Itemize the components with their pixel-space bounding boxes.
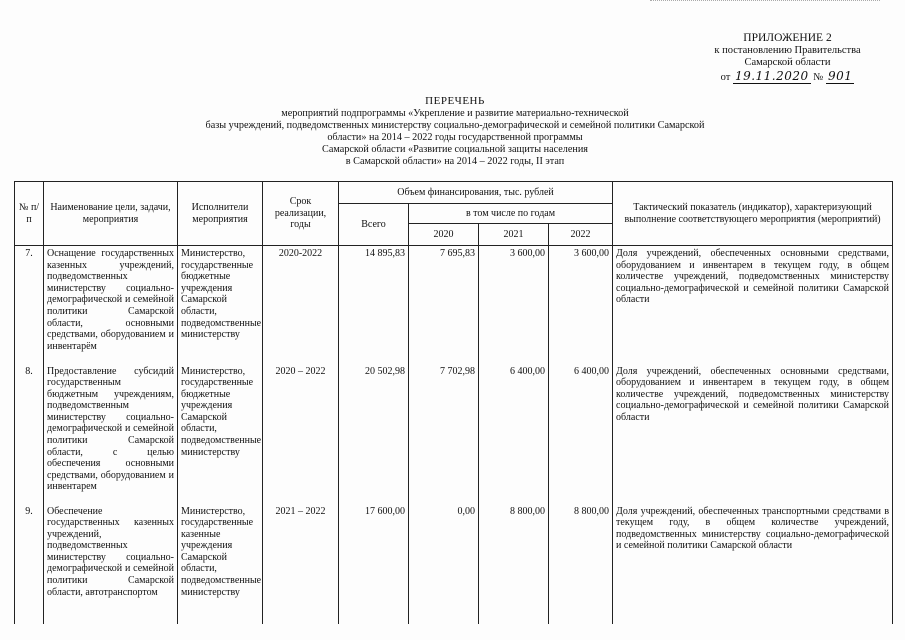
- row-total: 14 895,83: [339, 246, 409, 364]
- header-year-2022: 2022: [549, 224, 613, 246]
- row-term: 2020 – 2022: [263, 364, 339, 504]
- heading-line-5: в Самарской области» на 2014 – 2022 годы, II этап: [345, 155, 565, 167]
- appendix-line-2: Самарской области: [744, 57, 831, 68]
- table-row: [15, 246, 893, 364]
- header-indicator: Тактический показатель (индикатор), характеризующий выполнение соответствующего мероприятия (мероприятий): [613, 182, 893, 246]
- appendix-line-1: к постановлению Правительства: [714, 44, 861, 56]
- number-prefix: №: [813, 71, 824, 83]
- appendix-title: ПРИЛОЖЕНИЕ 2: [743, 32, 832, 44]
- row-total: 20 502,98: [339, 364, 409, 504]
- row-indicator: Доля учреждений, обеспеченных транспортными средствами в текущем году, в общем количестве учреждений, подведомственных министерству социально-демографической и семейной политики Самарской области: [613, 504, 893, 624]
- row-2022: 6 400,00: [549, 364, 613, 504]
- table-row: [15, 504, 893, 624]
- header-term: Срок реализации, годы: [263, 182, 339, 246]
- row-indicator: Доля учреждений, обеспеченных основными средствами, оборудованием и инвентарем в текущем году, в общем количестве учреждений, подведомственных министерству социально-демографической и семейной политики Самарской области: [613, 246, 893, 364]
- row-indicator: Доля учреждений, обеспеченных основными средствами, оборудованием и инвентарем в текущем году, в общем количестве учреждений, подведомственных министерству социально-демографической и семейной политики Самарской области: [613, 364, 893, 504]
- header-executors: Исполнители мероприятия: [178, 182, 263, 246]
- header-year-2020: 2020: [409, 224, 479, 246]
- row-2021: 3 600,00: [479, 246, 549, 364]
- measures-table: [14, 181, 893, 624]
- row-2021: 8 800,00: [479, 504, 549, 624]
- row-term: 2020-2022: [263, 246, 339, 364]
- heading-line-1: мероприятий подпрограммы «Укрепление и развитие материально-технической: [281, 107, 629, 119]
- date-value: 19.11.2020: [734, 68, 809, 83]
- date-prefix: от: [720, 71, 731, 83]
- row-name: Предоставление субсидий государственным бюджетным учреждениям, подведомственным министерству социально-демографической и семейной политики Самарской области, с целью обеспечения основными средствами, оборудованием и инвентарем: [44, 364, 178, 504]
- header-name: Наименование цели, задачи, мероприятия: [44, 182, 178, 246]
- row-name: Обеспечение государственных казенных учреждений, подведомственных министерству социально-демографической и семейной политики Самарской области, автотранспортом: [44, 504, 178, 624]
- row-term: 2021 – 2022: [263, 504, 339, 624]
- header-funding: Объем финансирования, тыс. рублей: [339, 182, 613, 204]
- heading-title: ПЕРЕЧЕНЬ: [425, 95, 485, 107]
- number-value: 901: [827, 68, 853, 83]
- row-2020: 0,00: [409, 504, 479, 624]
- appendix-block: [700, 32, 875, 84]
- header-year-2021: 2021: [479, 224, 549, 246]
- row-executors: Министерство, государственные бюджетные учреждения Самарской области, подведомственные министерству: [178, 364, 263, 504]
- appendix-date-line: [700, 70, 875, 85]
- header-by-years: в том числе по годам: [409, 204, 613, 224]
- row-executors: Министерство, государственные казенные учреждения Самарской области, подведомственные министерству: [178, 504, 263, 624]
- row-name: Оснащение государственных казенных учреждений, подведомственных министерству социально-демографической и семейной политики Самарской области, основными средствами, оборудованием и инвентарём: [44, 246, 178, 364]
- row-num: 9.: [15, 504, 44, 624]
- heading-line-2: базы учреждений, подведомственных министерству социально-демографической и семейной политики Самарской: [205, 119, 705, 131]
- row-2021: 6 400,00: [479, 364, 549, 504]
- scan-edge-mark: [650, 0, 880, 3]
- heading-line-3: области» на 2014 – 2022 годы государственной программы: [327, 131, 583, 143]
- header-num: № п/п: [15, 182, 44, 246]
- document-heading: [160, 96, 750, 167]
- heading-line-4: Самарской области «Развитие социальной защиты населения: [322, 143, 588, 155]
- table-row: [15, 364, 893, 504]
- row-total: 17 600,00: [339, 504, 409, 624]
- header-total: Всего: [339, 204, 409, 246]
- row-2020: 7 702,98: [409, 364, 479, 504]
- row-num: 8.: [15, 364, 44, 504]
- row-num: 7.: [15, 246, 44, 364]
- row-2022: 8 800,00: [549, 504, 613, 624]
- row-2022: 3 600,00: [549, 246, 613, 364]
- row-2020: 7 695,83: [409, 246, 479, 364]
- row-executors: Министерство, государственные бюджетные учреждения Самарской области, подведомственные министерству: [178, 246, 263, 364]
